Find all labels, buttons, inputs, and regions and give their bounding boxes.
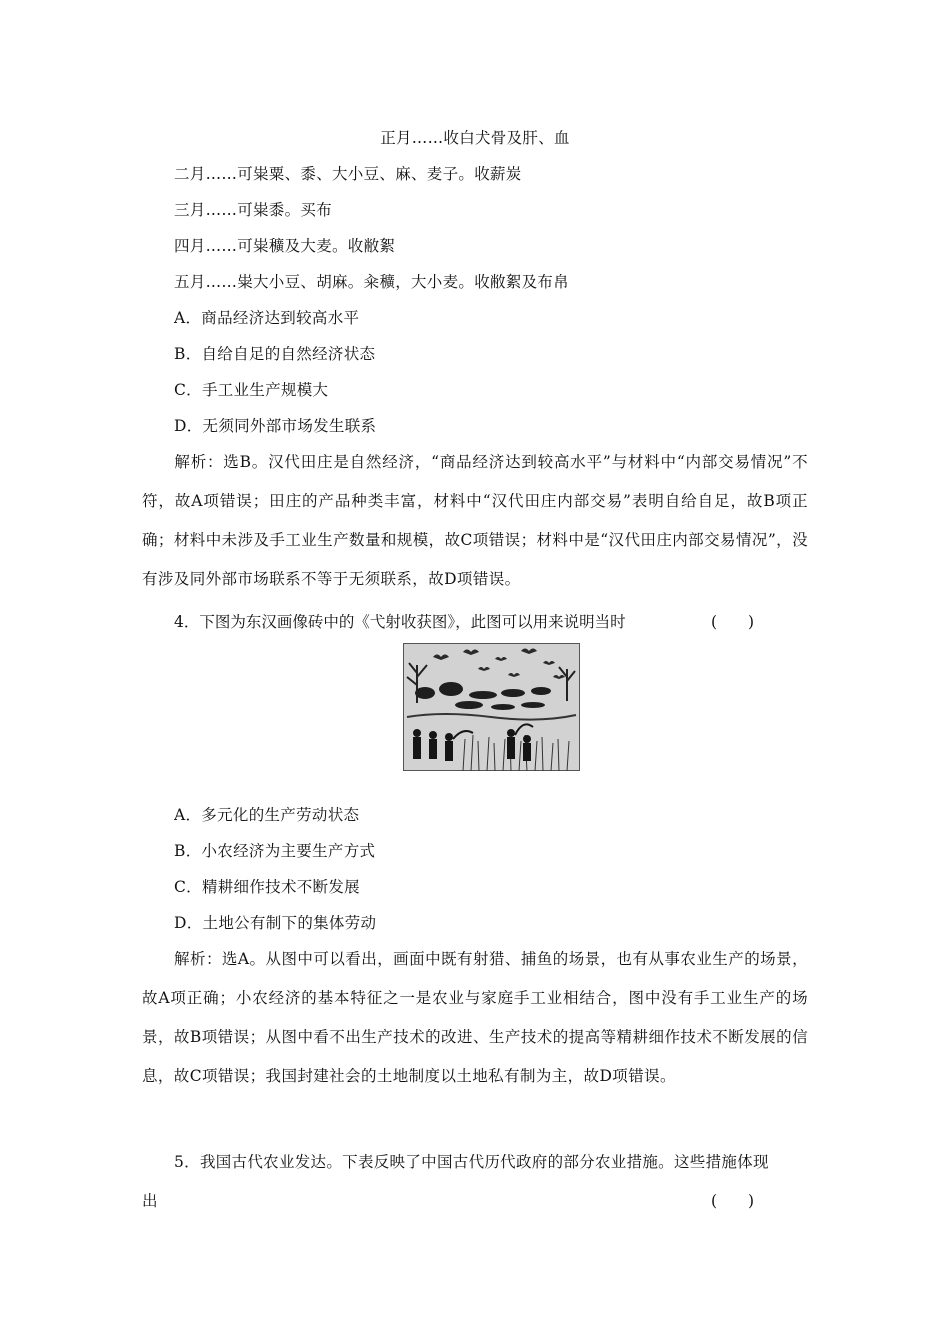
q4-answer-paren: ( ) [711,613,755,631]
material-line-3: 三月……可粜黍。买布 [174,201,333,219]
q3-option-c: C．手工业生产规模大 [174,381,329,399]
q4-option-b: B．小农经济为主要生产方式 [174,842,376,860]
q4-option-d: D．土地公有制下的集体劳动 [174,914,377,932]
q3-option-d: D．无须同外部市场发生联系 [174,417,377,435]
q3-analysis [142,443,808,599]
material-line-5: 五月……粜大小豆、胡麻。籴穬，大小麦。收敝絮及布帛 [174,273,570,291]
q3-analysis-text: 解析：选B。汉代田庄是自然经济，“商品经济达到较高水平”与材料中“内部交易情况”不符，故A项错误；田庄的产品种类丰富，材料中“汉代田庄内部交易”表明自给自足，故B项正确；材料中未涉及手工业生产数量和规模，故C项错误；材料中是“汉代田庄内部交易情况”，没有涉及同外部市场联系不等于无须联系，故D项错误。 [142,453,808,588]
q5-stem-line-1: 5．我国古代农业发达。下表反映了中国古代历代政府的部分农业措施。这些措施体现 [174,1153,769,1171]
q3-option-a: A．商品经济达到较高水平 [174,309,360,327]
q5-answer-paren: ( ) [711,1192,755,1210]
q4-option-a: A．多元化的生产劳动状态 [174,806,360,824]
q4-analysis-text: 解析：选A。从图中可以看出，画面中既有射猎、捕鱼的场景，也有从事农业生产的场景，故A项正确；小农经济的基本特征之一是农业与家庭手工业相结合，图中没有手工业生产的场景，故B项错误；从图中看不出生产技术的改进、生产技术的提高等精耕细作技术不断发展的信息，故C项错误；我国封建社会的土地制度以土地私有制为主，故D项错误。 [142,950,808,1085]
q4-analysis [142,940,808,1096]
q5-stem-line-2: 出 [142,1192,158,1210]
material-line-1: 正月……收白犬骨及肝、血 [380,129,570,147]
hunting-harvest-relief-image [403,643,580,771]
q3-option-b: B．自给自足的自然经济状态 [174,345,376,363]
q4-option-c: C．精耕细作技术不断发展 [174,878,360,896]
material-line-2: 二月……可粜粟、黍、大小豆、麻、麦子。收薪炭 [174,165,522,183]
q4-stem: 4．下图为东汉画像砖中的《弋射收获图》，此图可以用来说明当时 [174,613,626,631]
material-line-4: 四月……可粜穬及大麦。收敝絮 [174,237,396,255]
